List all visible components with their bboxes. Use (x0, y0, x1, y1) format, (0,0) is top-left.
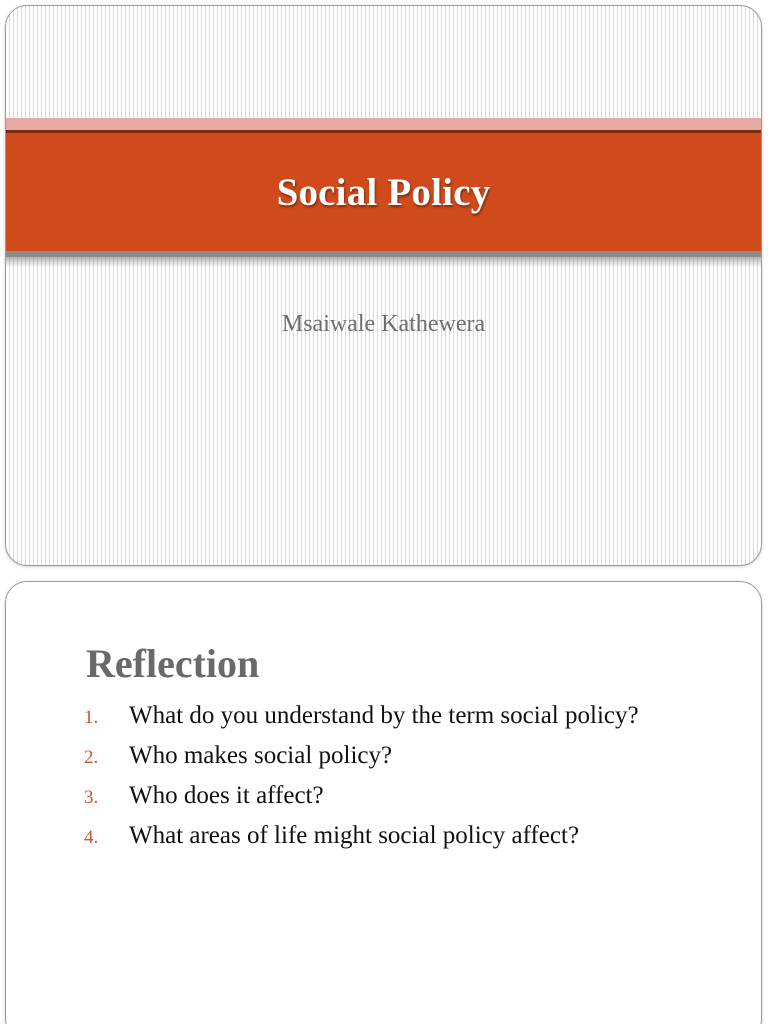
list-item (84, 782, 639, 822)
list-item (84, 822, 639, 862)
title-slide (5, 5, 762, 566)
list-item-text: Who does it affect? (129, 782, 324, 809)
title-band-top-strip (6, 118, 761, 130)
list-item-number: 3. (84, 787, 99, 808)
title-band-shadow (6, 257, 761, 267)
list-item (84, 702, 639, 742)
list-item (84, 742, 639, 782)
list-item-number: 4. (84, 827, 99, 848)
reflection-slide (5, 581, 762, 1024)
list-item-number: 2. (84, 747, 99, 768)
title-band (6, 133, 761, 251)
slide-heading: Reflection (86, 641, 260, 686)
list-item-number: 1. (84, 707, 99, 728)
list-item-text: What areas of life might social policy affect? (129, 822, 580, 849)
slide-title: Social Policy (276, 170, 491, 214)
question-list (84, 702, 639, 862)
list-item-text: Who makes social policy? (129, 742, 393, 769)
slide-subtitle-author: Msaiwale Kathewera (281, 311, 486, 337)
list-item-text: What do you understand by the term social policy? (129, 702, 639, 729)
